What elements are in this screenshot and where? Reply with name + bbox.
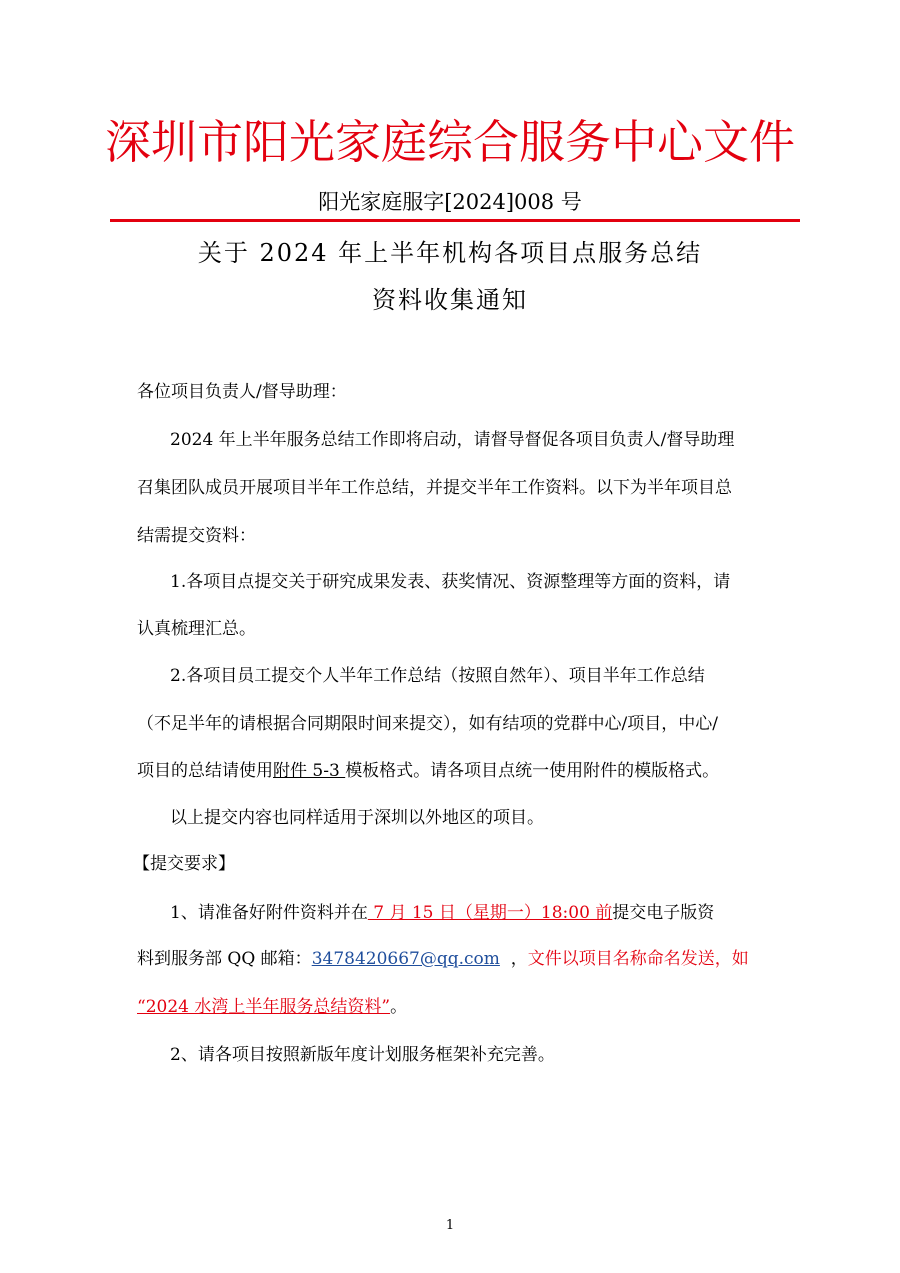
req1-line1-rest: 提交电子版资 (612, 903, 715, 923)
document-number: 阳光家庭服字[2024]008 号 (318, 190, 582, 214)
req1-line-1 (170, 898, 714, 928)
item1-line-2: 认真梳理汇总。 (137, 619, 256, 639)
item2-line-3 (137, 756, 719, 786)
scope-note: 以上提交内容也同样适用于深圳以外地区的项目。 (170, 808, 544, 828)
header-red-rule (110, 219, 800, 222)
item1-line-1: 1.各项目点提交关于研究成果发表、获奖情况、资源整理等方面的资料，请 (170, 572, 731, 592)
item2-line-2: （不足半年的请根据合同期限时间来提交），如有结项的党群中心/项目，中心/ (137, 714, 718, 734)
req1-line1-text: 1、请准备好附件资料并在 (170, 903, 368, 923)
page-number: 1 (445, 1218, 455, 1233)
req1-line-3 (137, 992, 407, 1022)
intro-line-1: 2024 年上半年服务总结工作即将启动，请督导督促各项目负责人/督导助理 (170, 430, 735, 450)
item2-line3-text: 项目的总结请使用 (137, 761, 273, 781)
req1-line-2 (137, 944, 749, 974)
org-header-title: 深圳市阳光家庭综合服务中心文件 (105, 115, 795, 169)
naming-example: “2024 水湾上半年服务总结资料” (137, 997, 391, 1017)
naming-instruction: 文件以项目名称命名发送，如 (527, 949, 749, 969)
item2-line3-rest: 模板格式。请各项目点统一使用附件的模版格式。 (345, 761, 720, 781)
item2-line-1: 2.各项目员工提交个人半年工作总结（按照自然年）、项目半年工作总结 (170, 666, 705, 686)
intro-line-2: 召集团队成员开展项目半年工作总结，并提交半年工作资料。以下为半年项目总 (137, 478, 732, 498)
req1-line3-end: 。 (390, 997, 408, 1017)
req1-line2-gap: ， (499, 949, 528, 969)
salutation: 各位项目负责人/督导助理： (137, 382, 347, 402)
intro-line-3: 结需提交资料： (137, 526, 256, 546)
attachment-link[interactable]: 附件 5-3 (273, 761, 346, 781)
requirements-heading: 【提交要求】 (133, 854, 235, 874)
notice-title-line1: 关于 2024 年上半年机构各项目点服务总结 (197, 239, 703, 267)
req2: 2、请各项目按照新版年度计划服务框架补充完善。 (170, 1045, 555, 1065)
req1-line2-text: 料到服务部 QQ 邮箱： (137, 949, 312, 969)
notice-title-line2: 资料收集通知 (372, 286, 528, 314)
submission-deadline: 7 月 15 日（星期一）18:00 前 (367, 903, 613, 923)
qq-email-link[interactable]: 3478420667@qq.com (311, 949, 500, 969)
